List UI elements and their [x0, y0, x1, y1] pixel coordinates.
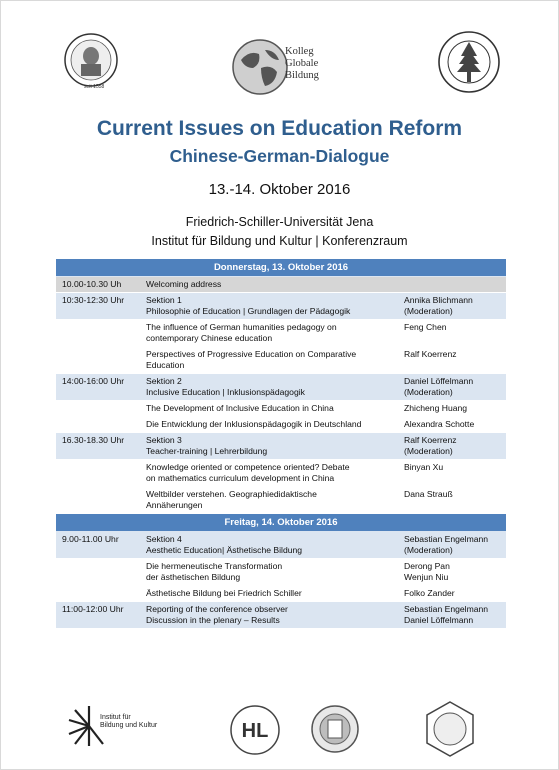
table-row: [56, 347, 506, 374]
table-row: [56, 586, 506, 602]
venue-room: Institut für Bildung und Kultur | Konferenzraum: [151, 234, 408, 248]
venue-university: Friedrich-Schiller-Universität Jena: [185, 215, 374, 229]
table-row: [56, 320, 506, 347]
row-time: [56, 559, 146, 585]
table-row: [56, 433, 506, 460]
row-time: [56, 487, 146, 513]
university-seal-logo: [61, 32, 121, 92]
row-topic: Sektion 1 Philosophie of Education | Grundlagen der Pädagogik: [146, 295, 351, 316]
svg-text:HL: HL: [241, 720, 269, 742]
day1-heading: Donnerstag, 13. Oktober 2016: [56, 259, 506, 277]
row-speaker: Folko Zander: [404, 588, 455, 598]
row-speaker: Ralf Koerrenz (Moderation): [404, 435, 457, 456]
poster-subtitle: Chinese-German-Dialogue: [169, 146, 390, 166]
poster-title: Current Issues on Education Reform: [96, 117, 463, 140]
table-row: [56, 277, 506, 293]
wef-logo: [421, 700, 479, 758]
row-topic: Sektion 2 Inclusive Education | Inklusionspädagogik: [146, 376, 305, 397]
row-speaker: [404, 277, 506, 292]
row-speaker: Alexandra Schotte: [404, 419, 475, 429]
row-time: [56, 460, 146, 486]
table-row: [56, 559, 506, 586]
row-topic: Ästhetische Bildung bei Friedrich Schiller: [146, 588, 302, 598]
row-speaker: Binyan Xu: [404, 462, 444, 472]
row-topic: The influence of German humanities pedagogy on contemporary Chinese education: [146, 322, 337, 343]
row-topic: Die hermeneutische Transformation der ästhetischen Bildung: [146, 561, 283, 582]
kolleg-globale-bildung-logo: [231, 38, 355, 98]
table-row: [56, 487, 506, 514]
row-speaker: Sebastian Engelmann Daniel Löffelmann: [404, 604, 489, 625]
row-speaker: Derong Pan Wenjun Niu: [404, 561, 450, 582]
hermann-lietz-schule-logo: [227, 702, 283, 758]
row-topic: Sektion 3 Teacher-training | Lehrerbildung: [146, 435, 268, 456]
zb-emblem-logo: [310, 704, 360, 754]
row-topic: Welcoming address: [146, 279, 222, 289]
kolleg-line1: Kolleg: [285, 46, 314, 57]
row-topic: Perspectives of Progressive Education on Comparative Education: [146, 349, 357, 370]
ecnu-seal-logo: [437, 30, 501, 94]
table-row: [56, 293, 506, 320]
institute-line1: Institut für: [100, 714, 131, 721]
row-topic: Reporting of the conference observer Discussion in the plenary – Results: [146, 604, 288, 625]
table-row: [56, 374, 506, 401]
row-time: [56, 586, 146, 601]
row-time: [56, 401, 146, 416]
table-row: [56, 532, 506, 559]
seal-caption: seit 1558: [84, 84, 105, 90]
row-speaker: Daniel Löffelmann (Moderation): [404, 376, 474, 397]
row-topic: The Development of Inclusive Education in China: [146, 403, 334, 413]
row-speaker: Annika Blichmann (Moderation): [404, 295, 473, 316]
row-speaker: Ralf Koerrenz: [404, 349, 457, 359]
table-row: [56, 417, 506, 433]
day2-heading: Freitag, 14. Oktober 2016: [56, 514, 506, 532]
row-speaker: Zhicheng Huang: [404, 403, 468, 413]
kolleg-line2: Globale: [285, 58, 319, 69]
row-time: [56, 417, 146, 432]
institute-line2: Bildung und Kultur: [100, 722, 158, 729]
row-time: 10.00-10.30 Uh: [62, 279, 122, 289]
row-topic: Die Entwicklung der Inklusionspädagogik in Deutschland: [146, 419, 362, 429]
row-time: [56, 320, 146, 346]
globe-icon: [231, 38, 289, 96]
table-row: [56, 401, 506, 417]
table-row: [56, 602, 506, 629]
row-time: 11:00-12:00 Uhr: [62, 604, 124, 614]
row-time: 14:00-16:00 Uhr: [62, 376, 125, 386]
row-speaker: Sebastian Engelmann (Moderation): [404, 534, 489, 555]
table-row: [56, 460, 506, 487]
row-topic: Weltbilder verstehen. Geographiedidaktische Annäherungen: [146, 489, 317, 510]
row-topic: Sektion 4 Aesthetic Education| Ästhetische Bildung: [146, 534, 303, 555]
schedule-table: [56, 259, 506, 629]
institute-logo: [67, 704, 177, 748]
row-topic: Knowledge oriented or competence oriented? Debate on mathematics curriculum development in China: [146, 462, 350, 483]
row-time: [56, 347, 146, 373]
row-speaker: Feng Chen: [404, 322, 447, 332]
row-time: 9.00-11.00 Uhr: [62, 534, 119, 544]
kolleg-line3: Bildung: [285, 70, 319, 81]
row-time: 10:30-12:30 Uhr: [62, 295, 125, 305]
event-dates: 13.-14. Oktober 2016: [208, 181, 351, 198]
row-speaker: Dana Strauß: [404, 489, 453, 499]
row-time: 16.30-18.30 Uhr: [62, 435, 125, 445]
